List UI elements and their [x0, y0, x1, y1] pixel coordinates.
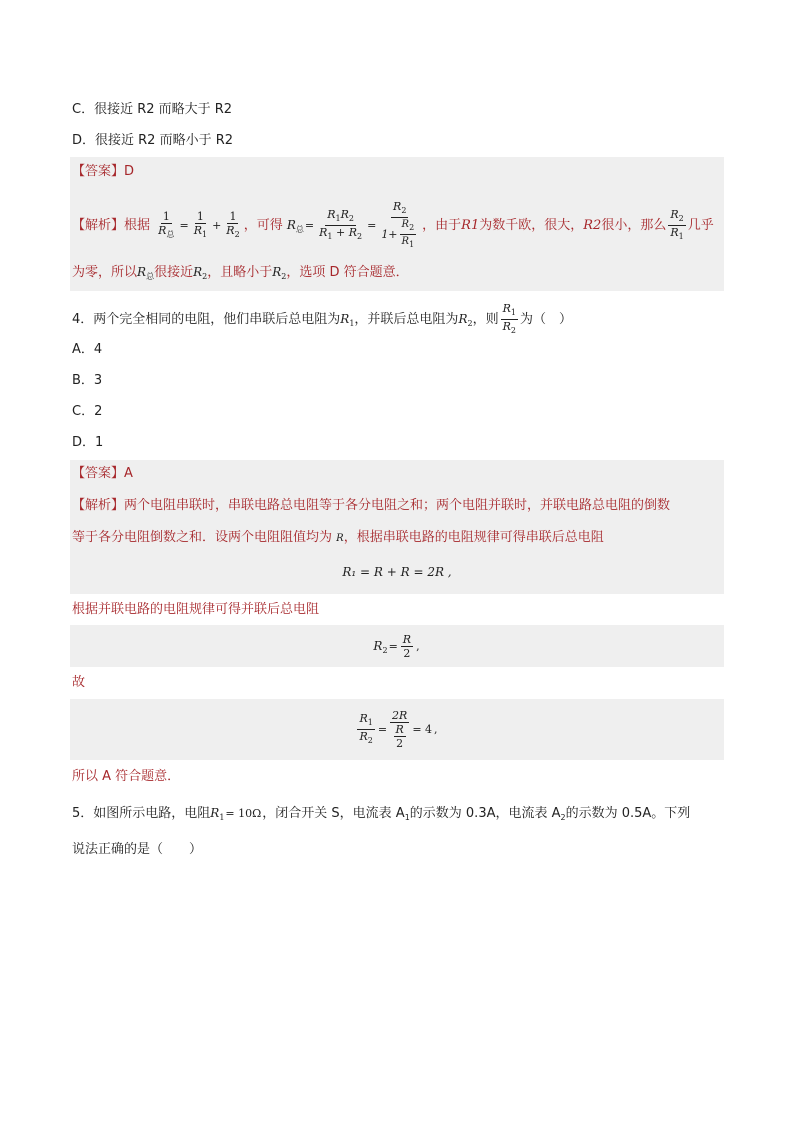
- q4-equation-series-text: R₁ = R + R = 2R ,: [342, 565, 452, 579]
- q4-answer: [72, 464, 133, 484]
- q4-equation-ratio: $\frac{R_1}{R_2}$ = $\frac{2R}{\frac{R}{2}}$ = 4 ,: [359, 709, 438, 750]
- q3-analysis-line2: [72, 262, 409, 287]
- q3-analysis-text: 很小，那么: [601, 218, 667, 233]
- q4-option-c-text: C．2: [72, 404, 103, 419]
- formula-r: R: [336, 533, 344, 544]
- formula-r-total: $R_总$: [286, 218, 304, 234]
- q4-analysis-text: 两个电阻串联时，串联电路总电阻等于各分电阻之和；两个电阻并联时，并联电路总电阻的倒数: [124, 498, 671, 513]
- q4-option-d: [72, 433, 103, 453]
- q4-analysis-text: ，根据串联电路的电阻规律可得串联后总电阻: [343, 530, 604, 545]
- q5-stem-text: ，闭合开关 S，电流表 A: [262, 806, 405, 821]
- q4-option-b: [72, 371, 102, 391]
- q4-stem: [72, 302, 572, 337]
- q4-option-d-text: D．1: [72, 435, 104, 450]
- q3-answer-value: D: [124, 164, 135, 179]
- q4-equation-parallel: $R_2=$ $\frac{R}{2}$ ,: [373, 633, 420, 660]
- formula-r2: $R_2$: [193, 265, 208, 281]
- q4-stem-text: 4．两个完全相同的电阻，他们串联后总电阻为: [72, 312, 341, 327]
- q4-analysis-line1: [72, 496, 670, 516]
- q3-answer-tag: 【答案】: [72, 164, 125, 179]
- q4-stem-text: ，则: [472, 312, 499, 327]
- formula-r1: $R_1$: [340, 312, 355, 328]
- q4-conclusion: [72, 767, 180, 787]
- q3-analysis-text: ，且略小于: [207, 265, 273, 280]
- q5-stem-line2: [72, 840, 202, 860]
- q4-equation-series: [70, 562, 724, 582]
- formula-r-total: $R_总$: [137, 265, 155, 281]
- q3-analysis-text: ，由于: [422, 218, 462, 233]
- q3-answer: [72, 162, 134, 182]
- q4-therefore-text: 故: [72, 675, 86, 690]
- q4-option-a: [72, 340, 102, 360]
- q4-conclusion-text: 所以 A 符合题意．: [72, 769, 181, 784]
- formula-reciprocal-total: $\frac{1}{R_总}$: [158, 210, 175, 239]
- q4-answer-tag: 【答案】: [72, 466, 125, 481]
- q3-analysis-text: 几乎: [687, 218, 714, 233]
- formula-reciprocal-r2: $\frac{1}{R_2}$: [226, 210, 240, 239]
- q5-stem-line1: 5．如图所示电路，电阻$R_1= 10\Omega$，闭合开关 S，电流表 $A_1$的示数为 0.3A，电流表 $A_2$的示数为 0.5A。下列: [72, 806, 691, 822]
- q3-option-d-text: D．很接近 R2 而略小于 R2: [72, 133, 234, 148]
- q3-analysis-tag: 【解析】: [72, 218, 125, 233]
- q3-r2-label: R2: [583, 218, 602, 233]
- q3-analysis-line1: 【解析】根据 $\frac{1}{R_总}$ = $\frac{1}{R_1}$ + $\frac{1}{R_2}$ ，可得 $R_总=$ $\frac{R_1R_2}{R_1 + R_2}$ = $R_2$ 1+ $\frac{R_2}{R_1}$ ，由于R1为数千欧，很大，R2很小，那么 $\frac{R_2}{R_1}$ 几乎: [72, 200, 714, 249]
- formula-r1-value: $R_1$: [210, 806, 225, 822]
- q3-analysis-text: 根据: [124, 218, 151, 233]
- q4-option-b-text: B．3: [72, 373, 103, 388]
- q3-option-c-text: C．很接近 R2 而略大于 R2: [72, 102, 233, 117]
- q4-analysis-line2: [72, 528, 604, 549]
- q5-stem-text: 的示数为 0.3A，电流表 A: [409, 806, 561, 821]
- q4-option-c: [72, 402, 102, 422]
- q3-analysis-text: ，可得: [243, 218, 283, 233]
- q4-therefore: [72, 673, 85, 693]
- q4-parallel-text: [72, 600, 319, 620]
- q3-r1-label: R1: [461, 218, 480, 233]
- formula-simplified: $R_2$ 1+ $\frac{R_2}{R_1}$: [381, 200, 415, 249]
- q5-stem-text: 的示数为 0.5A。下列: [565, 806, 691, 821]
- formula-r2: $R_2$: [272, 265, 287, 281]
- q3-analysis-text: 为零，所以: [72, 265, 138, 280]
- formula-ratio-r2-r1: $\frac{R_2}{R_1}$: [670, 208, 684, 241]
- q4-stem-text: 为（ ）: [519, 312, 572, 327]
- q4-parallel-text-label: 根据并联电路的电阻规律可得并联后总电阻: [72, 602, 320, 617]
- formula-reciprocal-r1: $\frac{1}{R_1}$: [193, 210, 208, 239]
- formula-product-over-sum: $\frac{R_1R_2}{R_1 + R_2}$: [319, 208, 363, 241]
- q4-option-a-text: A．4: [72, 342, 103, 357]
- formula-ratio-r1-r2: $\frac{R_1}{R_2}$: [502, 302, 516, 335]
- q3-option-d: [72, 131, 233, 151]
- q5-stem-text: 5．如图所示电路，电阻: [72, 806, 211, 821]
- q4-answer-value: A: [124, 466, 133, 481]
- q4-analysis-tag: 【解析】: [72, 498, 125, 513]
- q3-analysis-text: 很接近: [154, 265, 194, 280]
- formula-r2: $R_2$: [458, 312, 473, 328]
- q5-stem-text: 说法正确的是（ ）: [72, 842, 203, 857]
- q4-analysis-text: 等于各分电阻倒数之和．设两个电阻阻值均为: [72, 530, 333, 545]
- q3-analysis-text: ，选项 D 符合题意．: [286, 265, 409, 280]
- q3-analysis-text: 为数千欧，很大，: [479, 218, 584, 233]
- q4-stem-text: ，并联后总电阻为: [354, 312, 459, 327]
- q3-option-c: [72, 100, 232, 120]
